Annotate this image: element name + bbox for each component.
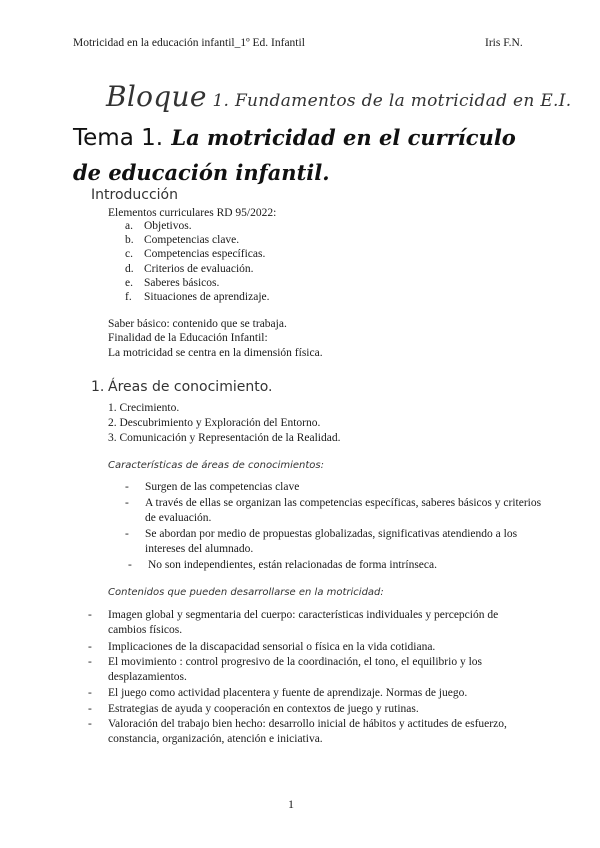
- intro-heading: Introducción: [91, 187, 178, 203]
- area-item: 1. Crecimiento.: [108, 402, 180, 414]
- characteristic-item: - A través de ellas se organizan las competencias específicas, saberes básicos y criterios de evaluación.: [125, 497, 542, 524]
- intro-note: Finalidad de la Educación Infantil:: [108, 332, 268, 344]
- list-item: e. Saberes básicos.: [125, 276, 220, 289]
- curricular-elements-list: [125, 220, 270, 305]
- block-title: [106, 80, 571, 113]
- characteristic-item: - Surgen de las competencias clave: [125, 481, 300, 493]
- intro-lead: Elementos curriculares RD 95/2022:: [108, 207, 277, 219]
- block-subtitle: 1. Fundamentos de la motricidad en E.I.: [212, 91, 572, 111]
- content-item: - Valoración del trabajo bien hecho: desarrollo inicial de hábitos y actitudes de esfuerzo, constancia, organización, atención e iniciativa.: [88, 718, 507, 745]
- tema-heading: [73, 120, 543, 190]
- content-item: - El movimiento : control progresivo de la coordinación, el tono, el equilibrio y los desplazamientos.: [88, 656, 482, 683]
- characteristic-item: - No son independientes, están relacionadas de forma intrínseca.: [128, 559, 437, 571]
- tema-title: La motricidad en el currículo de educación infantil.: [73, 125, 516, 185]
- characteristics-title: Características de áreas de conocimientos:: [108, 460, 324, 471]
- list-item: a. Objetivos.: [125, 220, 192, 232]
- content-item: - Estrategias de ayuda y cooperación en contextos de juego y rutinas.: [88, 703, 419, 715]
- characteristic-item: - Se abordan por medio de propuestas globalizadas, significativas atendiendo a los intereses del alumnado.: [125, 528, 518, 555]
- section-number: 1.: [91, 379, 105, 395]
- list-item: f. Situaciones de aprendizaje.: [125, 290, 270, 303]
- header-left: Motricidad en la educación infantil_1º Ed. Infantil: [73, 37, 305, 49]
- list-item: b. Competencias clave.: [125, 234, 240, 247]
- page-number: 1: [288, 797, 294, 811]
- content-item: - Imagen global y segmentaria del cuerpo: características individuales y percepción de cambios físicos.: [88, 609, 499, 636]
- intro-note: Saber básico: contenido que se trabaja.: [108, 318, 287, 330]
- section-heading: Áreas de conocimiento.: [108, 379, 273, 395]
- header-right: Iris F.N.: [485, 37, 523, 49]
- block-word: Bloque: [106, 80, 207, 113]
- area-item: 3. Comunicación y Representación de la Realidad.: [108, 432, 341, 444]
- area-item: 2. Descubrimiento y Exploración del Entorno.: [108, 417, 321, 429]
- list-item: d. Criterios de evaluación.: [125, 262, 254, 275]
- intro-note: La motricidad se centra en la dimensión física.: [108, 347, 323, 359]
- tema-prefix: Tema 1.: [73, 125, 164, 151]
- contents-title: Contenidos que pueden desarrollarse en la motricidad:: [108, 587, 384, 598]
- content-item: - El juego como actividad placentera y fuente de aprendizaje. Normas de juego.: [88, 687, 468, 699]
- content-item: - Implicaciones de la discapacidad sensorial o física en la vida cotidiana.: [88, 641, 436, 653]
- list-item: c. Competencias específicas.: [125, 248, 266, 261]
